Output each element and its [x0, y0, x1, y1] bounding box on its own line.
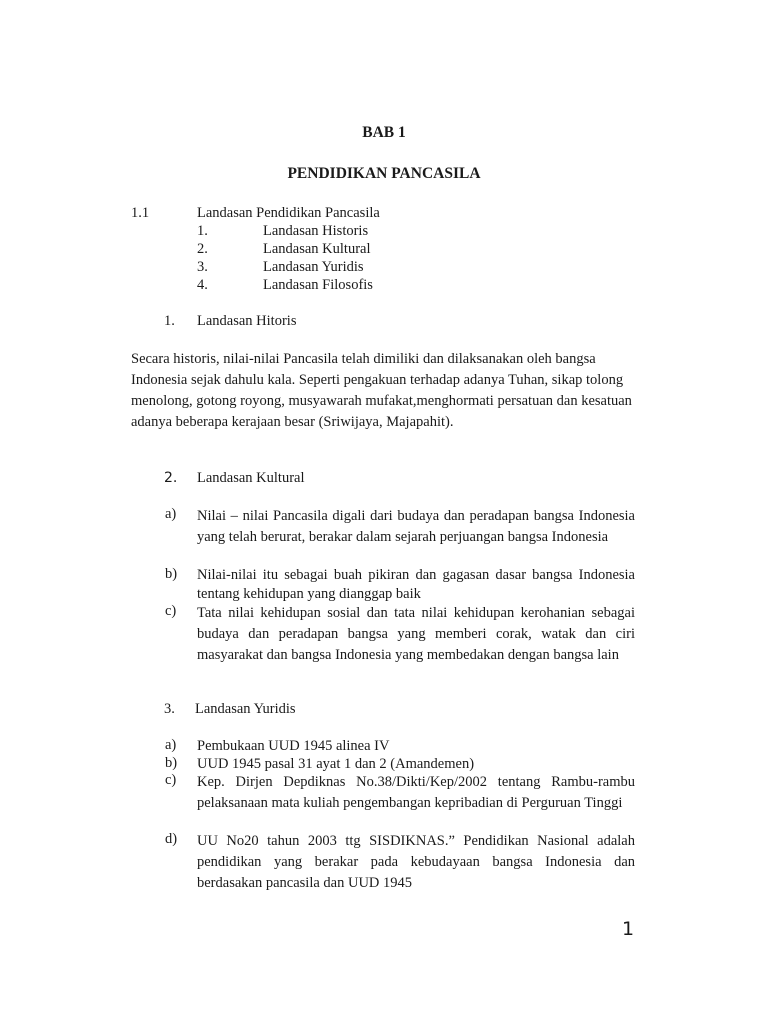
chapter-heading: BAB 1 [362, 124, 406, 141]
toc-title: Landasan Pendidikan Pancasila [197, 205, 380, 221]
toc-item-label: Landasan Filosofis [263, 277, 373, 293]
toc-item-num: 3. [197, 259, 208, 275]
section-number: 3. [164, 701, 175, 717]
section-body: Secara historis, nilai-nilai Pancasila telah dimiliki dan dilaksanakan oleh bangsa Indonesia sejak dahulu kala. Seperti pengakuan terhadap adanya Tuhan, sikap tolong menolong, gotong royong, musyawarah mufakat,menghormati persatuan dan kesatuan adanya beberapa kerajaan besar (Sriwijaya, Majapahit). [131, 351, 632, 430]
toc-item-label: Landasan Yuridis [263, 259, 364, 275]
list-item-text: Kep. Dirjen Depdiknas No.38/Dikti/Kep/2002 tentang Rambu-rambu pelaksanaan mata kuliah pengembangan kepribadian di Perguruan Tinggi [197, 774, 635, 811]
list-item-label: a) [165, 737, 177, 753]
chapter-title: PENDIDIKAN PANCASILA [287, 165, 481, 182]
toc-item-label: Landasan Kultural [263, 241, 371, 257]
toc-item-num: 1. [197, 223, 208, 239]
list-item-label: a) [165, 506, 177, 522]
section-title: Landasan Kultural [197, 470, 305, 486]
toc-item-num: 2. [197, 241, 208, 257]
toc-number: 1.1 [131, 205, 150, 221]
list-item-text: Nilai-nilai itu sebagai buah pikiran dan gagasan dasar bangsa Indonesia tentang kehidupan yang dianggap baik [197, 567, 635, 602]
section-number: 1. [164, 313, 175, 329]
section-number: 2. [164, 470, 178, 486]
list-item-label: d) [165, 831, 178, 847]
list-item-text: UU No20 tahun 2003 ttg SISDIKNAS.” Pendidikan Nasional adalah pendidikan yang berakar pada kebudayaan bangsa Indonesia dan berdasakan pancasila dan UUD 1945 [197, 833, 635, 891]
toc-item-label: Landasan Historis [263, 223, 369, 239]
section-title: Landasan Yuridis [195, 701, 296, 717]
list-item-text: Pembukaan UUD 1945 alinea IV [197, 738, 390, 754]
list-item-text: Tata nilai kehidupan sosial dan tata nilai kehidupan kerohanian sebagai budaya dan peradapan bangsa yang memberi corak, watak dan ciri masyarakat dan bangsa Indonesia yang membedakan dengan bangsa lain [197, 605, 635, 663]
list-item-label: c) [165, 603, 177, 619]
list-item-label: b) [165, 755, 178, 771]
list-item-text: UUD 1945 pasal 31 ayat 1 dan 2 (Amandemen) [197, 756, 475, 772]
page-number: 1 [622, 918, 635, 940]
toc-item-num: 4. [197, 277, 208, 293]
section-title: Landasan Hitoris [197, 313, 297, 329]
list-item-label: b) [165, 566, 178, 582]
list-item-text: Nilai – nilai Pancasila digali dari budaya dan peradapan bangsa Indonesia yang telah berurat, berakar dalam sejarah perjuangan bangsa Indonesia [197, 508, 635, 545]
list-item-label: c) [165, 772, 177, 788]
